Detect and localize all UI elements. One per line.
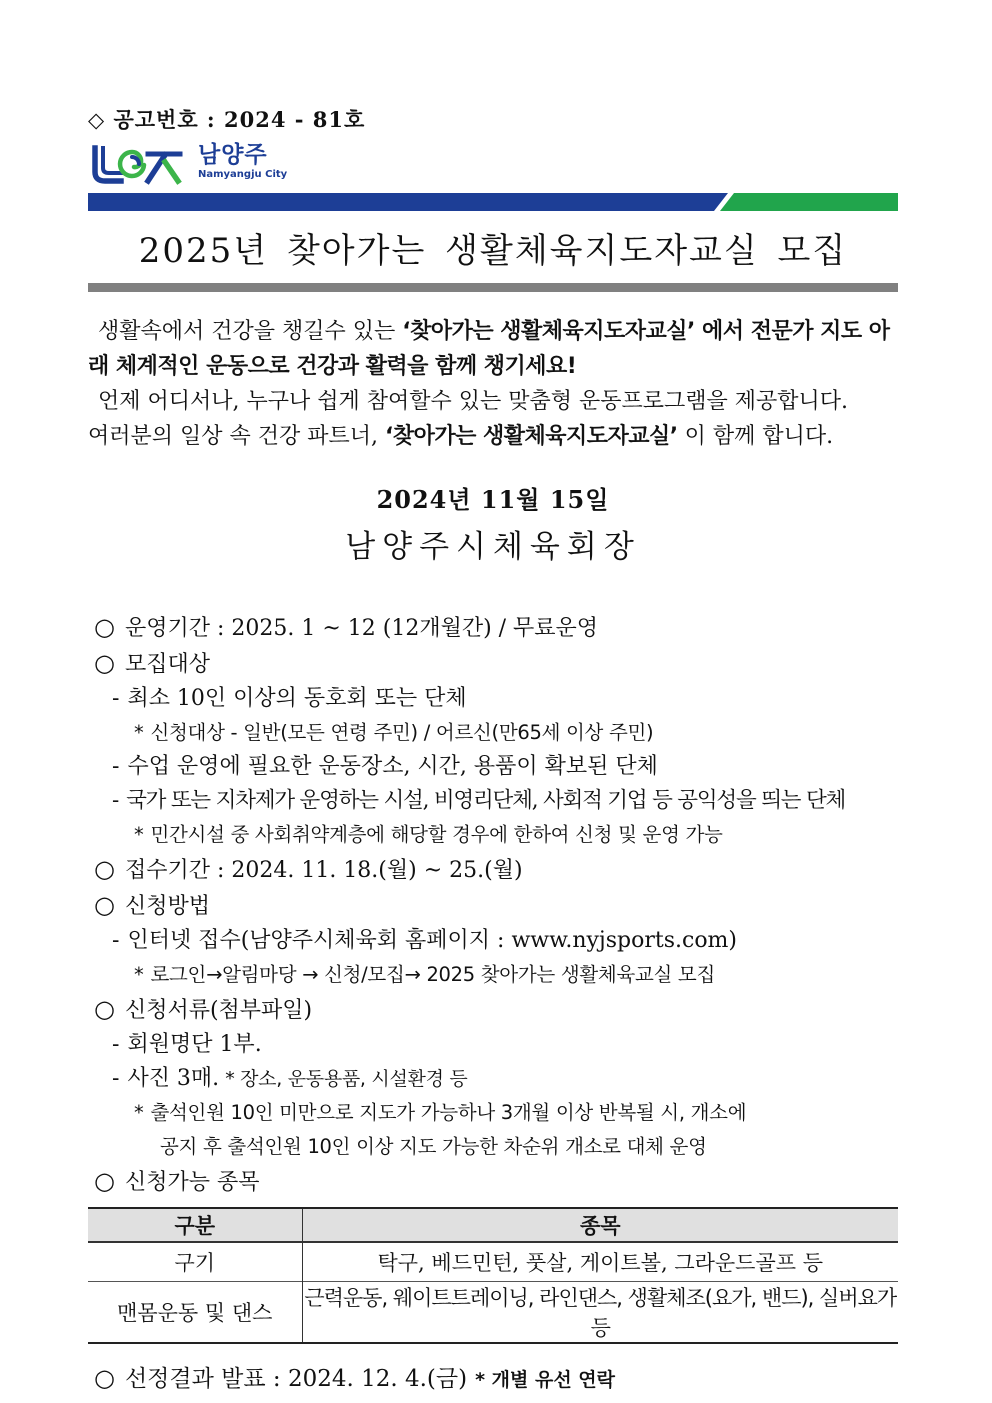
list-item-text: 수업 운영에 필요한 운동장소, 시간, 용품이 확보된 단체	[127, 754, 658, 779]
list-note-attendance-1	[88, 1096, 898, 1130]
list-item-text: 사진 3매.	[127, 1066, 220, 1091]
intro-paragraph-2-line-1: 언제 어디서나, 누구나 쉽게 참여할수 있는 맞춤형 운동프로그램을 제공합니다.	[98, 389, 848, 414]
intro-p2-bold: ‘찾아가는 생활체육지도자교실’	[384, 424, 678, 449]
table-row	[88, 1281, 898, 1343]
header-accent-bar	[88, 193, 898, 211]
intro-p2-pre: 여러분의 일상 속 건강 파트너,	[88, 424, 385, 449]
detail-list	[88, 610, 898, 1200]
header-bar-blue	[88, 193, 728, 211]
list-note-private-facility	[88, 818, 898, 852]
circle-bullet-icon: ○	[94, 891, 115, 919]
signature-date: 2024년 11월 15일	[376, 485, 610, 514]
circle-bullet-icon: ○	[94, 1167, 115, 1195]
city-name: 남양주	[198, 142, 268, 168]
star-bullet-icon: *	[134, 721, 144, 744]
list-item-application-period	[88, 852, 898, 888]
list-item-text: 모집대상	[124, 652, 210, 677]
circle-bullet-icon: ○	[94, 649, 115, 677]
list-item-text: 공지 후 출석인원 10인 이상 지도 가능한 차순위 개소로 대체 운영	[160, 1135, 707, 1158]
list-item-documents	[88, 992, 898, 1028]
city-logo-mark	[88, 142, 192, 188]
list-item-text: 민간시설 중 사회취약계층에 해당할 경우에 한하여 신청 및 운영 가능	[150, 823, 723, 846]
list-item-text: 신청가능 종목	[124, 1170, 260, 1195]
city-name-en: Namyangju City	[198, 169, 288, 180]
list-item-text: 국가 또는 지차제가 운영하는 시설, 비영리단체, 사회적 기업 등 공익성을 띄는 단체	[126, 788, 846, 813]
list-item-text: 신청대상 - 일반(모든 연령 주민) / 어르신(만65세 이상 주민)	[150, 721, 654, 744]
table-cell-division: 맨몸운동 및 댄스	[88, 1281, 302, 1343]
table-header-row	[88, 1208, 898, 1242]
city-logo	[88, 142, 898, 190]
table-header-division: 구분	[88, 1208, 302, 1242]
list-item-internet-apply	[88, 924, 898, 958]
table-cell-sports: 탁구, 베드민턴, 풋살, 게이트볼, 그라운드골프 등	[302, 1242, 898, 1281]
star-bullet-icon: *	[134, 1101, 144, 1124]
table-header-sport: 종목	[302, 1208, 898, 1242]
signature-organization: 남양주시체육회장	[345, 529, 641, 565]
table-cell-division: 구기	[88, 1242, 302, 1281]
list-note-target-detail	[88, 716, 898, 750]
intro-paragraphs	[88, 314, 898, 454]
document-title: 2025년 찾아가는 생활체육지도자교실 모집	[138, 231, 848, 271]
dash-bullet-icon: -	[112, 928, 120, 953]
list-item-text: 신청방법	[124, 894, 210, 919]
intro-paragraph-2-line-2	[88, 419, 898, 454]
list-note-attendance-2	[88, 1130, 898, 1164]
intro-p2-post: 이 함께 합니다.	[677, 424, 834, 449]
list-item-text: 운영기간 : 2025. 1 ~ 12 (12개월간) / 무료운영	[124, 616, 599, 641]
list-item-available-sports	[88, 1164, 898, 1200]
header-bar-green	[720, 193, 898, 211]
intro-p1-bold: ‘찾아가는 생활체육지도자교실’ 에서 전문가 지도 아래 체계적인 운동으로 건강과 활력을 함께 챙기세요!	[88, 319, 890, 379]
list-item-text: 신청서류(첨부파일)	[124, 998, 313, 1023]
notice-number: ◇ 공고번호 : 2024 - 81호	[88, 107, 366, 132]
list-note-login-path	[88, 958, 898, 992]
table-row	[88, 1242, 898, 1281]
dash-bullet-icon: -	[112, 754, 120, 779]
list-item-text: 회원명단 1부.	[127, 1032, 262, 1057]
result-announcement-text: 선정결과 발표 : 2024. 12. 4.(금)	[124, 1365, 468, 1392]
list-item-public-org	[88, 784, 898, 818]
dash-bullet-icon: -	[112, 788, 119, 813]
circle-bullet-icon: ○	[94, 1363, 115, 1392]
title-underline-bar	[88, 283, 898, 292]
dash-bullet-icon: -	[112, 1066, 120, 1091]
list-item-member-list	[88, 1028, 898, 1062]
list-item-application-method	[88, 888, 898, 924]
list-item-text: 인터넷 접수(남양주시체육회 홈페이지 : www.nyjsports.com)	[127, 928, 738, 953]
list-item-min-members	[88, 682, 898, 716]
circle-bullet-icon: ○	[94, 855, 115, 883]
signature-block	[88, 480, 898, 566]
star-bullet-icon: *	[134, 963, 144, 986]
list-item-recruit-target	[88, 646, 898, 682]
list-item-photos	[88, 1062, 898, 1096]
list-item-text: 최소 10인 이상의 동호회 또는 단체	[127, 686, 467, 711]
result-contact-note: * 개별 유선 연락	[475, 1368, 616, 1391]
list-item-text: 로그인→알림마당 → 신청/모집→ 2025 찾아가는 생활체육교실 모집	[150, 963, 716, 986]
dash-bullet-icon: -	[112, 686, 120, 711]
intro-paragraph-1	[88, 314, 898, 384]
available-sports-table	[88, 1207, 898, 1344]
result-announcement-line	[88, 1360, 898, 1393]
list-item-venue-required	[88, 750, 898, 784]
city-logo-text	[198, 144, 287, 180]
table-cell-sports: 근력운동, 웨이트트레이닝, 라인댄스, 생활체조(요가, 밴드), 실버요가 등	[302, 1281, 898, 1343]
circle-bullet-icon: ○	[94, 995, 115, 1023]
photo-note: * 장소, 운동용품, 시설환경 등	[225, 1068, 468, 1090]
intro-p1-regular: 생활속에서 건강을 챙길수 있는	[98, 319, 403, 344]
list-item-operation-period	[88, 610, 898, 646]
document-content	[88, 0, 898, 1393]
circle-bullet-icon: ○	[94, 613, 115, 641]
list-item-text: 접수기간 : 2024. 11. 18.(월) ~ 25.(월)	[124, 858, 523, 883]
list-item-text: 출석인원 10인 미만으로 지도가 가능하나 3개월 이상 반복될 시, 개소에	[150, 1101, 747, 1124]
star-bullet-icon: *	[134, 823, 144, 846]
dash-bullet-icon: -	[112, 1032, 120, 1057]
